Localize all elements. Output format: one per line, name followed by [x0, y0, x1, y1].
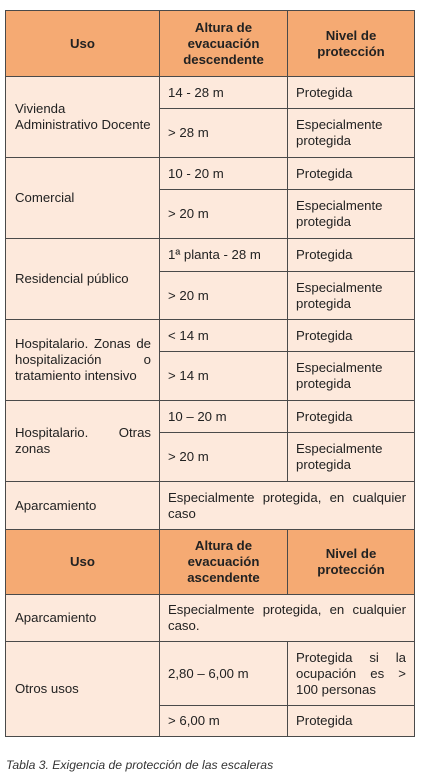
altura-cell: > 20 m: [160, 433, 288, 482]
table-row: [6, 77, 415, 109]
uso-cell: Hospitalario. Zonas de hospitalización o tratamiento intensivo: [6, 320, 160, 401]
nivel-cell: Especialmente protegida, en cualquier caso: [160, 482, 415, 530]
table-row: [6, 239, 415, 272]
altura-cell: 10 – 20 m: [160, 401, 288, 433]
altura-cell: > 6,00 m: [160, 706, 288, 737]
header-uso: Uso: [6, 530, 160, 595]
uso-cell: Otros usos: [6, 642, 160, 737]
uso-cell: Vivienda Administrativo Docente: [6, 77, 160, 158]
altura-cell: 10 - 20 m: [160, 158, 288, 190]
altura-cell: < 14 m: [160, 320, 288, 352]
nivel-cell: Protegida: [288, 320, 415, 352]
uso-cell: Residencial público: [6, 239, 160, 320]
nivel-cell: Protegida: [288, 239, 415, 272]
table-row: [6, 595, 415, 642]
altura-cell: > 20 m: [160, 272, 288, 320]
uso-cell: Aparcamiento: [6, 595, 160, 642]
header-nivel: Nivel de protección: [288, 530, 415, 595]
altura-cell: 1ª planta - 28 m: [160, 239, 288, 272]
altura-cell: > 14 m: [160, 352, 288, 401]
nivel-cell: Protegida: [288, 401, 415, 433]
uso-cell: Comercial: [6, 158, 160, 239]
altura-cell: > 28 m: [160, 109, 288, 158]
nivel-cell: Especialmente protegida: [288, 272, 415, 320]
uso-cell: Hospitalario. Otras zonas: [6, 401, 160, 482]
altura-cell: > 20 m: [160, 190, 288, 239]
header-altura: Altura de evacuación descendente: [160, 11, 288, 77]
table-row: [6, 401, 415, 433]
nivel-cell: Especialmente protegida: [288, 190, 415, 239]
table-row: [6, 642, 415, 706]
nivel-cell: Especialmente protegida: [288, 433, 415, 482]
table-row: [6, 158, 415, 190]
nivel-cell: Protegida: [288, 77, 415, 109]
nivel-cell: Protegida si la ocupación es > 100 personas: [288, 642, 415, 706]
table-row: [6, 482, 415, 530]
table-caption: Tabla 3. Exigencia de protección de las escaleras: [6, 758, 274, 772]
protection-table: [5, 10, 415, 737]
nivel-cell: Protegida: [288, 706, 415, 737]
header-nivel: Nivel de protección: [288, 11, 415, 77]
nivel-cell: Especialmente protegida: [288, 109, 415, 158]
header-altura: Altura de evacuación ascendente: [160, 530, 288, 595]
table-row: [6, 320, 415, 352]
altura-cell: 14 - 28 m: [160, 77, 288, 109]
table-header-ascendente: [6, 530, 415, 595]
nivel-cell: Especialmente protegida: [288, 352, 415, 401]
nivel-cell: Protegida: [288, 158, 415, 190]
nivel-cell: Especialmente protegida, en cualquier caso.: [160, 595, 415, 642]
altura-cell: 2,80 – 6,00 m: [160, 642, 288, 706]
table-header-descendente: [6, 11, 415, 77]
header-uso: Uso: [6, 11, 160, 77]
uso-cell: Aparcamiento: [6, 482, 160, 530]
